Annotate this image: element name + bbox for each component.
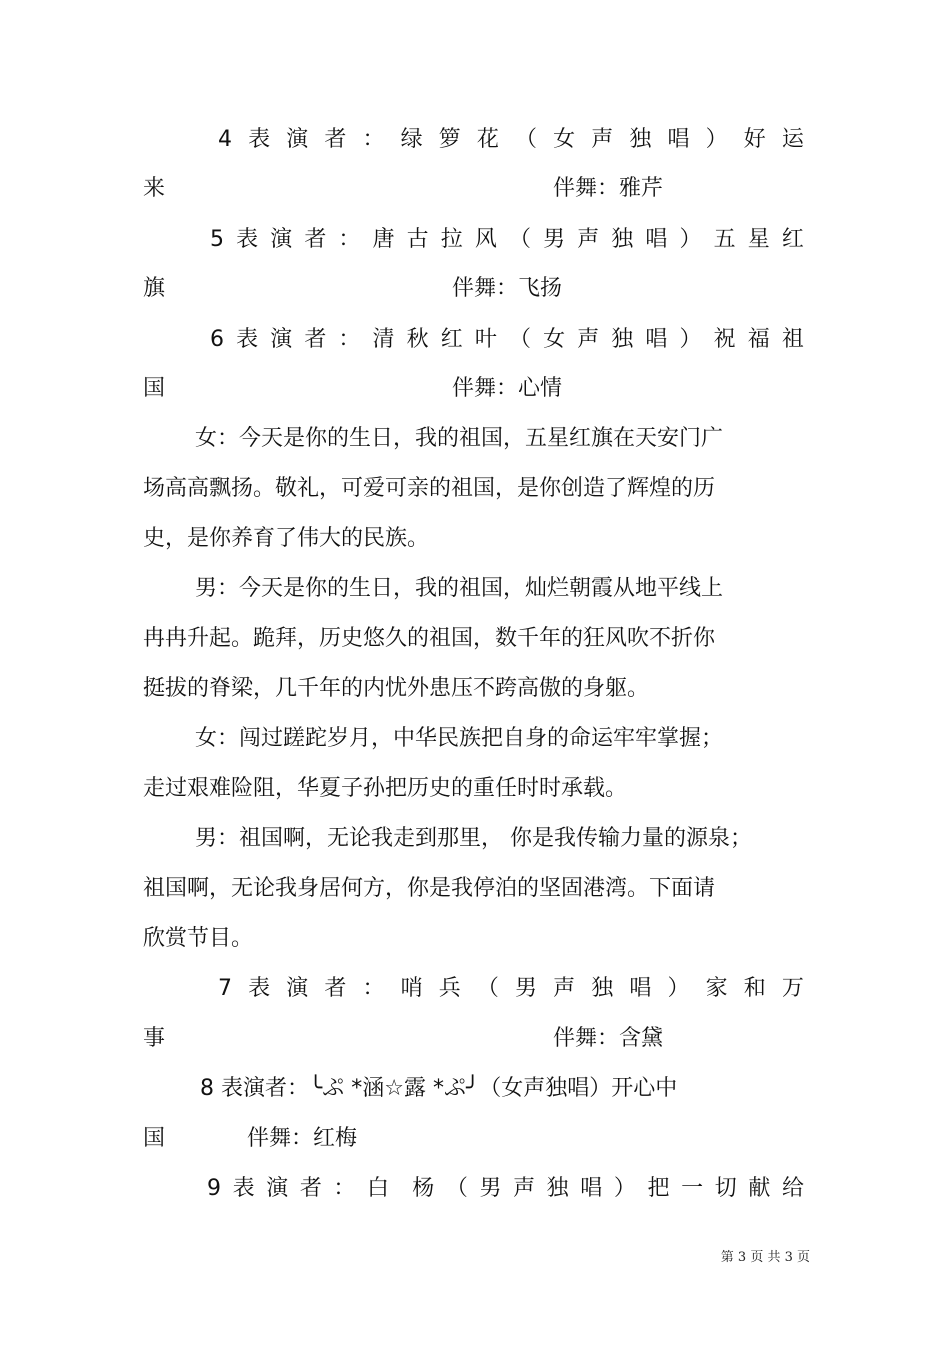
program-char: 者 — [324, 976, 347, 1001]
program-char: 独 — [611, 327, 634, 352]
program-number: 7 — [218, 976, 232, 1001]
program-char: 独 — [546, 1176, 569, 1201]
program-char: 独 — [591, 976, 614, 1001]
program-char: 运 — [781, 127, 804, 152]
program-number: 4 — [218, 127, 232, 152]
program-4-title-tail: 来 — [143, 176, 166, 201]
program-char: 兵 — [438, 976, 461, 1001]
program-char: 演 — [266, 1176, 289, 1201]
program-char: 五 — [713, 227, 736, 252]
program-number: 6 — [210, 327, 224, 352]
program-char: 花 — [476, 127, 499, 152]
program-char: 演 — [270, 227, 293, 252]
dialogue-1-line1: 女：今天是你的生日，我的祖国，五星红旗在天安门广 — [195, 426, 724, 451]
program-char: 万 — [781, 976, 804, 1001]
program-char: ： — [362, 127, 385, 152]
program-char: （ — [445, 1176, 468, 1201]
program-char: 古 — [406, 227, 429, 252]
dialogue-2-line2: 冉冉升起。跪拜，历史悠久的祖国，数千年的狂风吹不折你 — [143, 626, 716, 651]
program-char: 唱 — [580, 1176, 603, 1201]
program-char: 拉 — [440, 227, 463, 252]
program-char: 者 — [304, 227, 327, 252]
program-7-line2 — [0, 1024, 950, 1054]
program-char: 叶 — [474, 327, 497, 352]
program-char: ： — [338, 227, 361, 252]
program-char: 声 — [513, 1176, 536, 1201]
dialogue-1-line2: 场高高飘扬。敬礼，可爱可亲的祖国，是你创造了辉煌的历 — [143, 476, 716, 501]
dialogue-2-line1: 男：今天是你的生日，我的祖国，灿烂朝霞从地平线上 — [195, 576, 724, 601]
program-number: 9 — [207, 1176, 221, 1201]
program-8-dance: 伴舞：红梅 — [247, 1126, 358, 1151]
program-char: 表 — [248, 976, 271, 1001]
program-char: ： — [362, 976, 385, 1001]
program-char: 哨 — [400, 976, 423, 1001]
dialogue-4-line1: 男：祖国啊，无论我走到那里， 你是我传输力量的源泉； — [195, 826, 752, 851]
program-char: ） — [705, 127, 728, 152]
program-char: 演 — [286, 976, 309, 1001]
program-char: ： — [338, 327, 361, 352]
program-char: 箩 — [438, 127, 461, 152]
program-char: 声 — [577, 227, 600, 252]
program-char: 表 — [232, 1176, 255, 1201]
program-char: 表 — [236, 227, 259, 252]
program-6-title-tail: 国 — [143, 376, 166, 401]
page-footer: 第 3 页 共 3 页 — [720, 1250, 810, 1265]
program-6-dance: 伴舞：心情 — [452, 376, 563, 401]
program-char: 表 — [236, 327, 259, 352]
program-7-title-tail: 事 — [143, 1026, 166, 1051]
program-char: 男 — [543, 227, 566, 252]
program-char: 唱 — [645, 327, 668, 352]
program-char: 唱 — [667, 127, 690, 152]
program-char: （ — [508, 227, 531, 252]
program-6-line1 — [210, 325, 804, 355]
program-char: 白 — [367, 1176, 390, 1201]
program-char: 秋 — [406, 327, 429, 352]
program-char: 唱 — [645, 227, 668, 252]
program-4-dance: 伴舞：雅芹 — [553, 176, 664, 201]
program-char: 男 — [514, 976, 537, 1001]
program-char: 杨 — [412, 1176, 435, 1201]
program-char: 女 — [553, 127, 576, 152]
program-char: 独 — [611, 227, 634, 252]
program-char: 声 — [553, 976, 576, 1001]
program-char: 红 — [440, 327, 463, 352]
program-6-line2 — [0, 374, 950, 404]
program-char: 一 — [681, 1176, 704, 1201]
program-char: 给 — [781, 1176, 804, 1201]
program-5-line1 — [210, 225, 804, 255]
program-char: （ — [476, 976, 499, 1001]
program-char: 演 — [286, 127, 309, 152]
program-char: ） — [613, 1176, 636, 1201]
dialogue-3-line1: 女：闯过蹉跎岁月，中华民族把自身的命运牢牢掌握； — [195, 726, 724, 751]
program-char: 家 — [705, 976, 728, 1001]
dialogue-4-line2: 祖国啊，无论我身居何方，你是我停泊的坚固港湾。下面请 — [143, 876, 716, 901]
program-char: 者 — [304, 327, 327, 352]
program-char: （ — [514, 127, 537, 152]
program-char: ： — [333, 1176, 356, 1201]
program-char: 者 — [299, 1176, 322, 1201]
program-char: 绿 — [400, 127, 423, 152]
program-char: ） — [679, 227, 702, 252]
program-char: 者 — [324, 127, 347, 152]
program-number: 5 — [210, 227, 224, 252]
dialogue-1-line3: 史，是你养育了伟大的民族。 — [143, 526, 430, 551]
program-5-title-tail: 旗 — [143, 276, 166, 301]
dialogue-3-line2: 走过艰难险阻，华夏子孙把历史的重任时时承载。 — [143, 776, 628, 801]
program-char: 好 — [743, 127, 766, 152]
program-char: 唐 — [372, 227, 395, 252]
program-char: 星 — [747, 227, 770, 252]
program-char: 把 — [647, 1176, 670, 1201]
program-char: 演 — [270, 327, 293, 352]
program-char: ） — [667, 976, 690, 1001]
program-7-line1 — [218, 974, 804, 1004]
program-7-dance: 伴舞：含黛 — [553, 1026, 664, 1051]
program-char: 福 — [747, 327, 770, 352]
program-4-line1 — [218, 125, 804, 155]
program-char: 独 — [629, 127, 652, 152]
program-char: 声 — [577, 327, 600, 352]
program-char: 清 — [372, 327, 395, 352]
program-char: 和 — [743, 976, 766, 1001]
program-char: 唱 — [629, 976, 652, 1001]
program-8-line1: 8 表演者：╰ぷ *涵☆露 *ぷ╯（女声独唱）开心中 — [200, 1076, 678, 1101]
program-4-line2 — [0, 174, 950, 204]
program-char: 切 — [714, 1176, 737, 1201]
program-char: 祖 — [781, 327, 804, 352]
dialogue-2-line3: 挺拔的脊梁，几千年的内忧外患压不跨高傲的身躯。 — [143, 676, 650, 701]
program-char: 献 — [748, 1176, 771, 1201]
program-5-dance: 伴舞：飞扬 — [452, 276, 563, 301]
program-8-title-tail: 国 — [143, 1126, 166, 1151]
program-char: 男 — [479, 1176, 502, 1201]
program-char: 声 — [591, 127, 614, 152]
program-5-line2 — [0, 274, 950, 304]
program-8-line2 — [0, 1124, 950, 1154]
program-char: 祝 — [713, 327, 736, 352]
program-char: 红 — [781, 227, 804, 252]
program-char: （ — [508, 327, 531, 352]
dialogue-4-line3: 欣赏节目。 — [143, 926, 254, 951]
program-char: ） — [679, 327, 702, 352]
program-char: 女 — [543, 327, 566, 352]
program-char: 表 — [248, 127, 271, 152]
program-char: 风 — [474, 227, 497, 252]
program-9-line1 — [207, 1174, 804, 1204]
